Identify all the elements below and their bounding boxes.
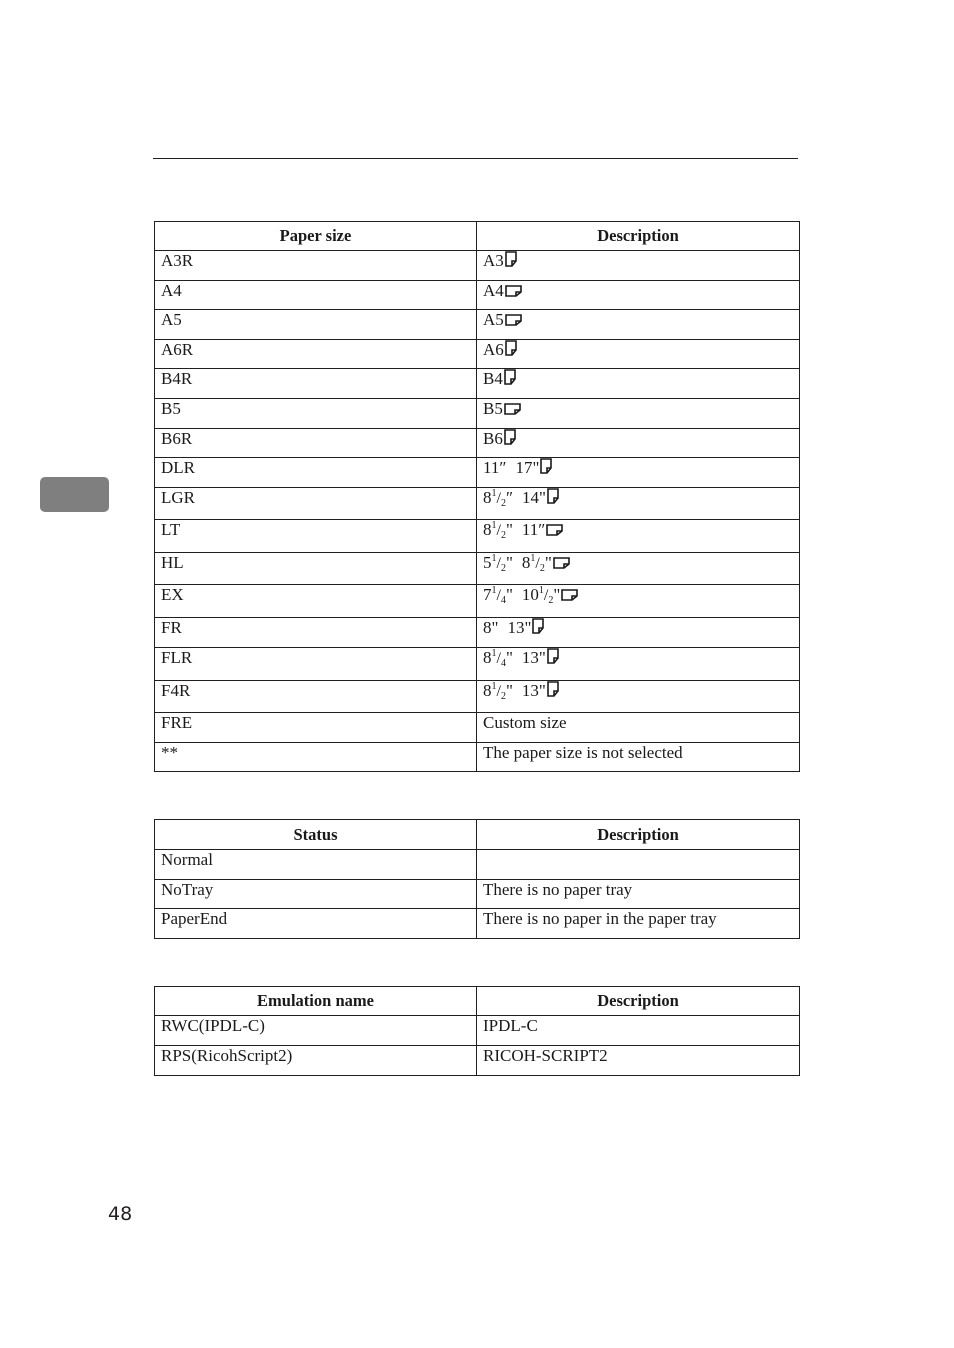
portrait-paper-icon (547, 648, 559, 664)
description-text: A4 (483, 281, 504, 300)
table-row (155, 909, 800, 939)
description-text: " (544, 553, 552, 572)
description-text: " (505, 553, 513, 572)
table-row (155, 850, 800, 880)
description-text: A3 (483, 251, 504, 270)
description-cell (477, 618, 800, 648)
description-text: The paper size is not selected (483, 743, 683, 762)
description-cell (477, 488, 800, 520)
fraction (492, 488, 506, 507)
table-row (155, 585, 800, 618)
emulation-name-cell: RWC(IPDL-C) (155, 1016, 477, 1046)
table-row (155, 713, 800, 743)
table-row (155, 369, 800, 399)
fraction-denominator: 2 (539, 563, 545, 574)
landscape-paper-icon (561, 589, 578, 601)
description-cell (477, 310, 800, 340)
fraction (492, 648, 506, 667)
fraction (530, 553, 544, 572)
description-cell (477, 399, 800, 429)
description-cell (477, 681, 800, 713)
fraction (492, 681, 506, 700)
fraction-numerator: 1 (530, 553, 536, 564)
fraction-slash: / (496, 522, 501, 539)
description-text: " (505, 681, 513, 700)
portrait-paper-icon (505, 340, 517, 356)
paper-size-cell: FLR (155, 648, 477, 681)
table-row (155, 399, 800, 429)
description-cell (477, 281, 800, 310)
fraction-denominator: 2 (500, 563, 506, 574)
description-cell (477, 585, 800, 618)
status-cell: PaperEnd (155, 909, 477, 939)
description-text: 10 (521, 585, 539, 604)
description-text: 13" (521, 681, 546, 700)
description-cell (477, 369, 800, 399)
paper-size-cell: ** (155, 743, 477, 772)
fraction-numerator: 1 (491, 520, 497, 531)
description-cell (477, 553, 800, 585)
description-text: 11″ (521, 520, 546, 539)
table-row (155, 520, 800, 553)
portrait-paper-icon (540, 458, 552, 474)
fraction-denominator: 2 (500, 498, 506, 509)
fraction-denominator: 4 (500, 658, 506, 669)
portrait-paper-icon (505, 251, 517, 267)
table-row (155, 681, 800, 713)
description-cell: IPDL-C (477, 1016, 800, 1046)
table-row (155, 310, 800, 340)
table-row (155, 429, 800, 458)
portrait-paper-icon (547, 488, 559, 504)
column-header-paper-size: Paper size (155, 222, 477, 251)
paper-size-cell: A5 (155, 310, 477, 340)
emulation-name-cell: RPS(RicohScript2) (155, 1046, 477, 1076)
description-text: B6 (483, 429, 503, 448)
description-text: Custom size (483, 713, 567, 732)
fraction-slash: / (496, 683, 501, 700)
description-text: " (505, 648, 513, 667)
fraction-slash: / (496, 587, 501, 604)
description-text: A6 (483, 340, 504, 359)
paper-size-cell: F4R (155, 681, 477, 713)
table-row (155, 1016, 800, 1046)
description-text: 8 (483, 520, 492, 539)
fraction-numerator: 1 (538, 585, 544, 596)
fraction (539, 585, 553, 604)
table-row (155, 1046, 800, 1076)
paper-size-cell: A3R (155, 251, 477, 281)
landscape-paper-icon (505, 314, 522, 326)
column-header-description: Description (477, 222, 800, 251)
column-header-description: Description (477, 987, 800, 1016)
paper-size-cell: A4 (155, 281, 477, 310)
description-text: 8 (483, 488, 492, 507)
paper-size-cell: B4R (155, 369, 477, 399)
fraction-denominator: 2 (548, 595, 554, 606)
page-number: 48 (108, 1203, 133, 1225)
description-cell: There is no paper in the paper tray (477, 909, 800, 939)
fraction-numerator: 1 (491, 585, 497, 596)
description-cell (477, 458, 800, 488)
fraction-denominator: 4 (500, 595, 506, 606)
description-cell (477, 743, 800, 772)
description-text: " (505, 585, 513, 604)
paper-size-cell: FRE (155, 713, 477, 743)
table-row (155, 458, 800, 488)
paper-size-cell: A6R (155, 340, 477, 369)
description-text: B4 (483, 369, 503, 388)
description-text: 11″ (483, 458, 507, 477)
fraction-numerator: 1 (491, 681, 497, 692)
fraction-slash: / (496, 490, 501, 507)
table-row (155, 743, 800, 772)
paper-size-table-header (155, 222, 800, 251)
column-header-description: Description (477, 820, 800, 850)
description-text: 8 (521, 553, 531, 572)
fraction-numerator: 1 (491, 648, 497, 659)
description-cell (477, 429, 800, 458)
fraction-slash: / (543, 587, 549, 604)
description-cell (477, 251, 800, 281)
fraction (492, 520, 506, 539)
description-cell (477, 520, 800, 553)
description-text: 8" (483, 618, 499, 637)
description-cell: There is no paper tray (477, 880, 800, 909)
fraction-numerator: 1 (491, 553, 497, 564)
description-text: ″ (505, 488, 514, 507)
description-cell (477, 648, 800, 681)
table-row (155, 618, 800, 648)
status-cell: NoTray (155, 880, 477, 909)
paper-size-cell: LT (155, 520, 477, 553)
paper-size-cell: HL (155, 553, 477, 585)
portrait-paper-icon (547, 681, 559, 697)
column-header-status: Status (155, 820, 477, 850)
description-cell (477, 713, 800, 743)
fraction-slash: / (535, 555, 540, 572)
description-text: 5 (483, 553, 492, 572)
fraction-denominator: 2 (500, 530, 506, 541)
description-text: 13" (521, 648, 546, 667)
table-row (155, 251, 800, 281)
fraction-slash: / (496, 650, 501, 667)
paper-size-table (154, 221, 800, 772)
description-text: 13" (507, 618, 532, 637)
table-row (155, 553, 800, 585)
paper-size-cell: EX (155, 585, 477, 618)
paper-size-cell: B6R (155, 429, 477, 458)
landscape-paper-icon (553, 557, 570, 569)
description-cell: RICOH-SCRIPT2 (477, 1046, 800, 1076)
paper-size-cell: DLR (155, 458, 477, 488)
fraction-slash: / (496, 555, 501, 572)
emulation-table (154, 986, 800, 1076)
table-row (155, 340, 800, 369)
landscape-paper-icon (504, 403, 521, 415)
fraction-numerator: 1 (491, 488, 497, 499)
landscape-paper-icon (505, 285, 522, 297)
status-table-header (155, 820, 800, 850)
fraction (492, 585, 506, 604)
landscape-paper-icon (546, 524, 563, 536)
portrait-paper-icon (504, 429, 516, 445)
portrait-paper-icon (532, 618, 544, 634)
table-row (155, 880, 800, 909)
header-rule (153, 158, 798, 159)
paper-size-cell: FR (155, 618, 477, 648)
description-text: B5 (483, 399, 503, 418)
table-row (155, 648, 800, 681)
description-text: " (553, 585, 561, 604)
description-text: 7 (483, 585, 492, 604)
paper-size-cell: B5 (155, 399, 477, 429)
description-cell (477, 340, 800, 369)
table-row (155, 488, 800, 520)
description-text: 8 (483, 681, 492, 700)
description-text: " (505, 520, 513, 539)
description-text: 17" (515, 458, 540, 477)
description-text: 14" (522, 488, 546, 507)
table-row (155, 281, 800, 310)
description-text: 8 (483, 648, 492, 667)
description-text: A5 (483, 310, 504, 329)
paper-size-cell: LGR (155, 488, 477, 520)
status-cell: Normal (155, 850, 477, 880)
portrait-paper-icon (504, 369, 516, 385)
column-header-emulation-name: Emulation name (155, 987, 477, 1016)
description-cell (477, 850, 800, 880)
fraction (492, 553, 506, 572)
chapter-tab (40, 477, 109, 512)
status-table (154, 819, 800, 939)
fraction-denominator: 2 (500, 691, 506, 702)
emulation-table-header (155, 987, 800, 1016)
